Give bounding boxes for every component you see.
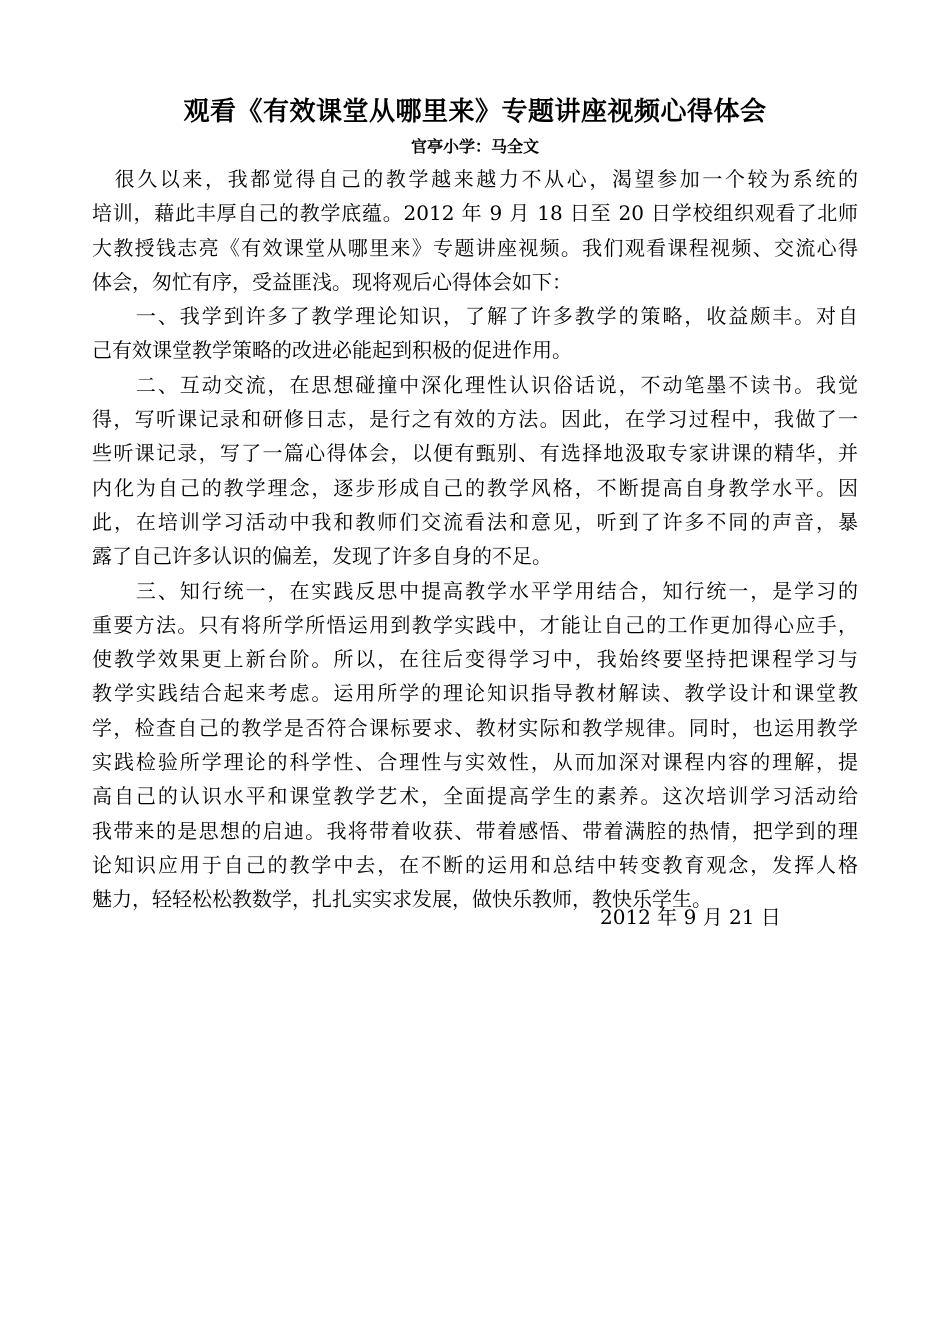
body-line: 我带来的是思想的启迪。我将带着收获、带着感悟、带着满腔的热情，把学到的理 <box>92 818 858 843</box>
body-line: 重要方法。只有将所学所悟运用到教学实践中，才能让自己的工作更加得心应手， <box>92 612 858 637</box>
document-author: 官亭小学：马全文 <box>410 137 539 156</box>
body-line: 魅力，轻轻松松教数学，扎扎实实求发展，做快乐教师，教快乐学生。 <box>92 887 712 912</box>
body-line: 高自己的认识水平和课堂教学艺术，全面提高学生的素养。这次培训学习活动给 <box>92 784 858 809</box>
body-line: 三、知行统一，在实践反思中提高教学水平学用结合，知行统一，是学习的 <box>92 578 858 603</box>
body-line: 得，写听课记录和研修日志，是行之有效的方法。因此，在学习过程中，我做了一 <box>92 407 858 432</box>
body-line: 些听课记录，写了一篇心得体会，以便有甄别、有选择地汲取专家讲课的精华，并 <box>92 441 858 466</box>
body-line: 体会，匆忙有序，受益匪浅。现将观后心得体会如下： <box>92 269 572 294</box>
body-line: 实践检验所学理论的科学性、合理性与实效性，从而加深对课程内容的理解，提 <box>92 750 858 775</box>
body-line: 使教学效果更上新台阶。所以，在往后变得学习中，我始终要坚持把课程学习与 <box>92 647 858 672</box>
body-line: 培训，藉此丰厚自己的教学底蕴。2012 年 9 月 18 日至 20 日学校组织观看了北师 <box>92 201 858 226</box>
body-line: 此，在培训学习活动中我和教师们交流看法和意见，听到了许多不同的声音，暴 <box>92 509 858 534</box>
document-title: 观看《有效课堂从哪里来》专题讲座视频心得体会 <box>183 97 767 127</box>
body-line: 学，检查自己的教学是否符合课标要求、教材实际和教学规律。同时，也运用教学 <box>92 715 858 740</box>
body-line: 二、互动交流，在思想碰撞中深化理性认识俗话说，不动笔墨不读书。我觉 <box>92 372 858 397</box>
body-line: 露了自己许多认识的偏差，发现了许多自身的不足。 <box>92 544 552 569</box>
body-line: 内化为自己的教学理念，逐步形成自己的教学风格，不断提高自身教学水平。因 <box>92 475 858 500</box>
body-line: 一、我学到许多了教学理论知识，了解了许多教学的策略，收益颇丰。对自 <box>92 304 858 329</box>
body-line: 己有效课堂教学策略的改进必能起到积极的促进作用。 <box>92 338 572 363</box>
body-line: 很久以来，我都觉得自己的教学越来越力不从心，渴望参加一个较为系统的 <box>92 167 858 191</box>
document-date: 2012 年 9 月 21 日 <box>600 905 781 929</box>
body-line: 大教授钱志亮《有效课堂从哪里来》专题讲座视频。我们观看课程视频、交流心得 <box>92 235 858 260</box>
document-body <box>92 162 858 917</box>
body-line: 论知识应用于自己的教学中去，在不断的运用和总结中转变教育观念，发挥人格 <box>92 852 858 877</box>
body-line: 教学实践结合起来考虑。运用所学的理论知识指导教材解读、教学设计和课堂教 <box>92 681 858 706</box>
